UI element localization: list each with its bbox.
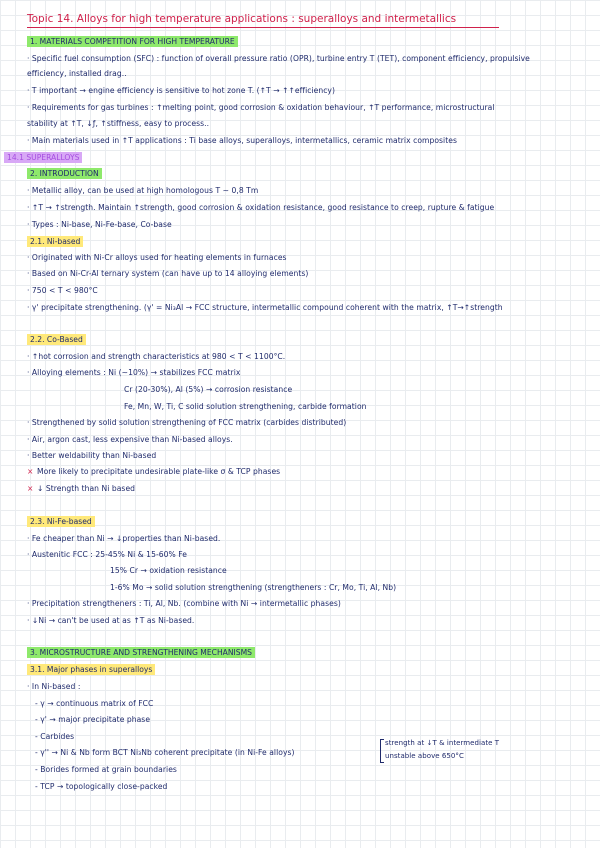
- section-2-heading: 2. INTRODUCTION: [27, 168, 102, 179]
- section-3-line: - γ' → major precipitate phase: [35, 715, 151, 724]
- section-2-2-line: [27, 484, 135, 494]
- section-3-line: - Carbides: [35, 732, 75, 741]
- title-underline: [27, 27, 499, 28]
- section-2-2-line: [27, 467, 280, 477]
- section-2-2-line: Fe, Mn, W, Ti, C solid solution strengthening, carbide formation: [124, 402, 367, 411]
- section-2-3-line: · Austenitic FCC : 25-45% Ni & 15-60% Fe: [27, 550, 187, 559]
- section-2-1-line: · γ' precipitate strengthening. (γ' = Ni₃Al → FCC structure, intermetallic compound coherent with the matrix, ↑T→↑strength: [27, 303, 503, 312]
- section-1-line: · T important → engine efficiency is sensitive to hot zone T. (↑T → ↑↑efficiency): [27, 86, 335, 95]
- section-2-3-line: · ↓Ni → can't be used at as ↑T as Ni-based.: [27, 616, 195, 625]
- section-2-2-heading: 2.2. Co-Based: [27, 334, 86, 345]
- section-2-1-heading: 2.1. Ni-based: [27, 236, 83, 247]
- section-2-line: · Types : Ni-base, Ni-Fe-base, Co-base: [27, 220, 172, 229]
- section-2-3-heading: 2.3. Ni-Fe-based: [27, 516, 95, 527]
- section-2-2-disadvantage: ↓ Strength than Ni based: [37, 484, 136, 493]
- section-2-line: · ↑T → ↑strength. Maintain ↑strength, good corrosion & oxidation resistance, good resistance to creep, rupture & fatigue: [27, 203, 495, 212]
- page-title: Topic 14. Alloys for high temperature applications : superalloys and intermetallics: [27, 13, 457, 25]
- section-2-2-line: · ↑hot corrosion and strength characteristics at 980 < T < 1100°C.: [27, 352, 286, 361]
- section-2-1-line: · 750 < T < 980°C: [27, 286, 98, 295]
- section-2-1-line: · Originated with Ni-Cr alloys used for heating elements in furnaces: [27, 253, 287, 262]
- section-2-2-line: · Air, argon cast, less expensive than Ni-based alloys.: [27, 435, 233, 444]
- section-2-2-disadvantage: More likely to precipitate undesirable plate-like σ & TCP phases: [37, 467, 281, 476]
- section-3-line: - Borides formed at grain boundaries: [35, 765, 177, 774]
- cross-mark-icon: ×: [27, 467, 34, 476]
- section-3-line: - γ → continuous matrix of FCC: [35, 699, 154, 708]
- section-2-2-line: · Better weldability than Ni-based: [27, 451, 157, 460]
- section-2-2-line: · Strengthened by solid solution strengthening of FCC matrix (carbides distributed): [27, 418, 347, 427]
- section-2-1-line: · Based on Ni-Cr-Al ternary system (can have up to 14 alloying elements): [27, 269, 309, 278]
- section-2-3-line: · Fe cheaper than Ni → ↓properties than Ni-based.: [27, 534, 221, 543]
- section-2-3-line: 1-6% Mo → solid solution strengthening (strengtheners : Cr, Mo, Ti, Al, Nb): [110, 583, 397, 592]
- section-1-line: efficiency, installed drag..: [27, 69, 127, 78]
- gamma-double-prime-note: strength at ↓T & intermediate T: [385, 739, 500, 747]
- section-2-3-line: · Precipitation strengtheners : Ti, Al, Nb. (combine with Ni → intermetallic phases): [27, 599, 341, 608]
- section-1-line: · Requirements for gas turbines : ↑melting point, good corrosion & oxidation behaviour, ↑T performance, microstructural: [27, 103, 495, 112]
- section-3-line: · In Ni-based :: [27, 682, 81, 691]
- section-3-1-heading: 3.1. Major phases in superalloys: [27, 664, 155, 675]
- section-1-line: · Main materials used in ↑T applications : Ti base alloys, superalloys, intermetallics, ceramic matrix composites: [27, 136, 457, 145]
- section-1-line: · Specific fuel consumption (SFC) : function of overall pressure ratio (OPR), turbine entry T (TET), component efficiency, propulsive: [27, 54, 530, 63]
- section-3-line: - TCP → topologically close-packed: [35, 782, 168, 791]
- section-2-2-line: Cr (20-30%), Al (5%) → corrosion resistance: [124, 385, 293, 394]
- section-3-heading: 3. MICROSTRUCTURE AND STRENGTHENING MECHANISMS: [27, 647, 255, 658]
- section-2-2-line: · Alloying elements : Ni (~10%) → stabilizes FCC matrix: [27, 368, 241, 377]
- cross-mark-icon: ×: [27, 484, 34, 493]
- gamma-double-prime-note: unstable above 650°C: [385, 752, 464, 760]
- section-1-line: stability at ↑T, ↓ƒ, ↑stiffness, easy to process..: [27, 119, 210, 128]
- part-tag-superalloys: 14.1 SUPERALLOYS: [4, 152, 82, 163]
- section-1-heading: 1. MATERIALS COMPETITION FOR HIGH TEMPERATURE: [27, 36, 238, 47]
- section-2-3-line: 15% Cr → oxidation resistance: [110, 566, 227, 575]
- brace-bracket: [380, 739, 384, 763]
- section-2-line: · Metallic alloy, can be used at high homologous T ~ 0,8 Tm: [27, 186, 259, 195]
- section-3-line: - γ'' → Ni & Nb form BCT Ni₃Nb coherent precipitate (in Ni-Fe alloys): [35, 748, 295, 757]
